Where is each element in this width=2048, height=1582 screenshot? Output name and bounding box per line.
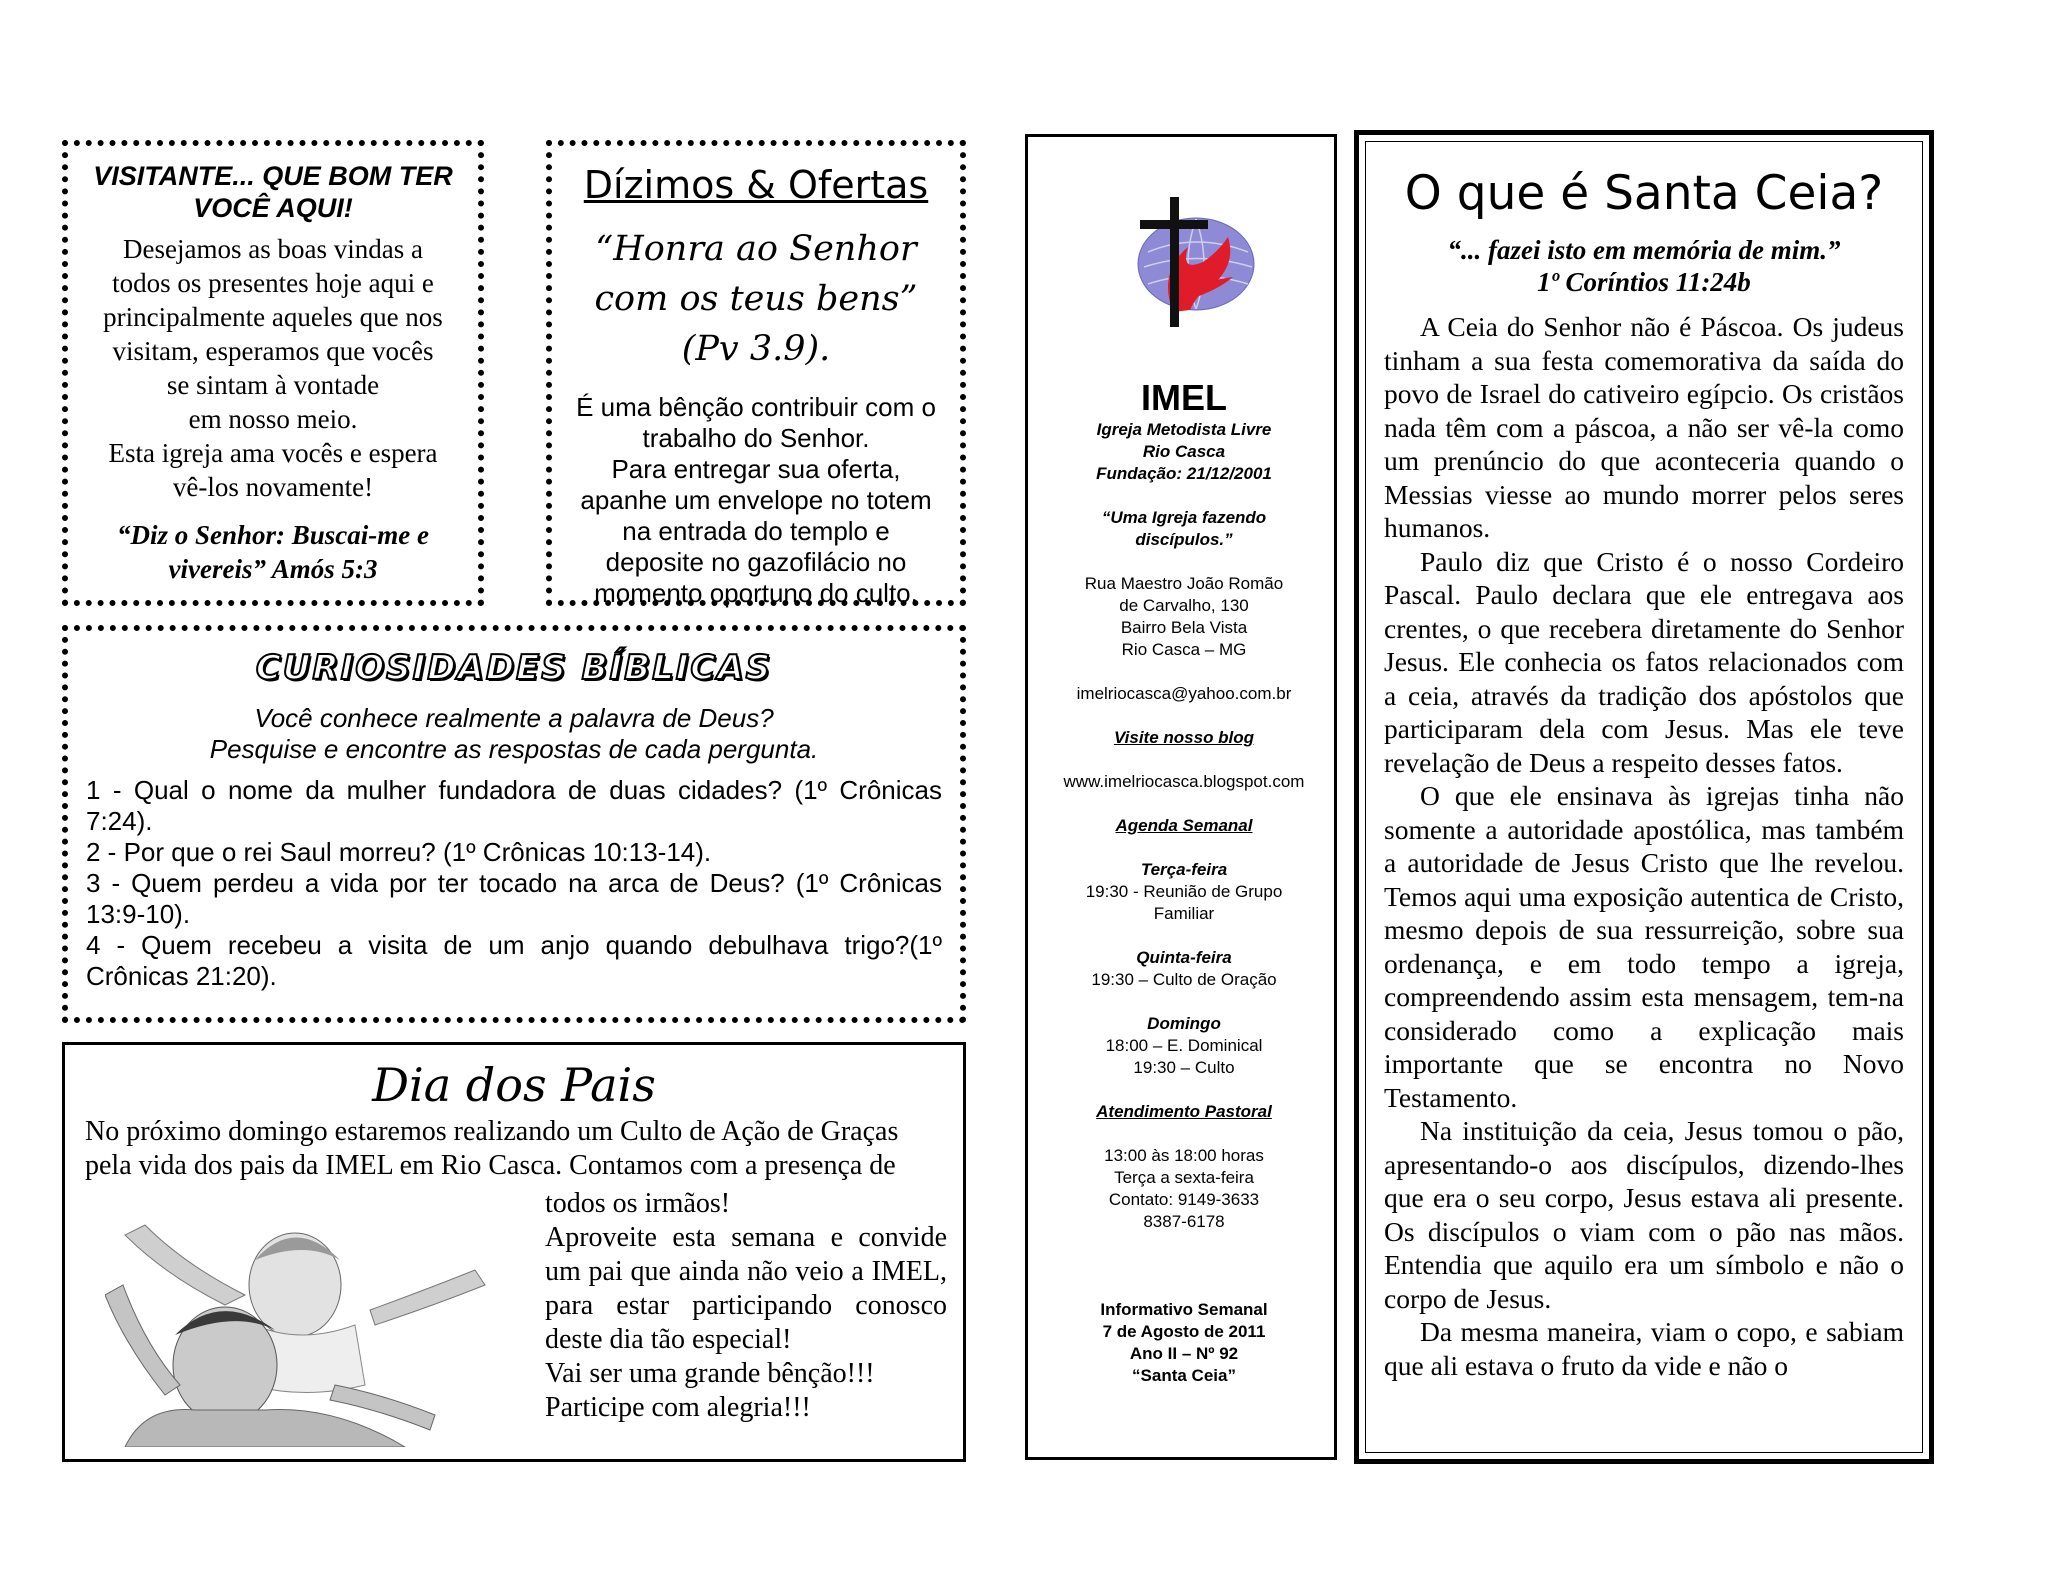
atendimento-line: 13:00 às 18:00 horas xyxy=(1104,1146,1264,1165)
visitante-title: VISITANTE... QUE BOM TER VOCÊ AQUI! xyxy=(93,161,453,223)
visitante-line: se sintam à vontade xyxy=(166,370,380,400)
church-slogan: “Uma Igreja fazendo discípulos.” xyxy=(1101,508,1267,549)
agenda-label: Agenda Semanal xyxy=(1115,816,1253,835)
church-name: IMEL xyxy=(1141,377,1227,418)
dizimos-line: trabalho do Senhor. xyxy=(642,423,870,453)
dizimos-line: É uma bênção contribuir com o xyxy=(576,392,936,422)
question-item: 3 - Quem perdeu a vida por ter tocado na arca de Deus? (1º Crônicas 13:9-10). xyxy=(86,868,942,929)
dia-pais-line: todos os irmãos! xyxy=(545,1188,731,1219)
church-info-panel xyxy=(1025,134,1337,1460)
paragraph: O que ele ensinava às igrejas tinha não somente a autoridade apostólica, mas também a autoridade de Jesus Cristo que lhe revelou. Temos aqui uma exposição autentica de Cristo, mesmo depois de sua ressurreição, sobre sua ordenança, e em todo tempo a igreja, compreendendo assim esta mensagem, tem-na considerado como a explicação mais importante que se encontra no Novo Testamento. xyxy=(1384,780,1904,1113)
atendimento-line: 8387-6178 xyxy=(1143,1212,1225,1231)
visitante-line: principalmente aqueles que nos xyxy=(103,302,443,332)
visitante-line: todos os presentes hoje aqui e xyxy=(112,268,434,298)
visitante-line: Esta igreja ama vocês e espera xyxy=(108,438,438,468)
dia-pais-box xyxy=(62,1042,966,1462)
curiosidades-box xyxy=(62,625,966,1023)
agenda-day: Quinta-feira xyxy=(1136,948,1232,967)
visitante-line: vê-los novamente! xyxy=(172,472,374,502)
santa-ceia-inner xyxy=(1365,141,1923,1453)
question-item: 4 - Quem recebeu a visita de um anjo quando debulhava trigo?(1º Crônicas 21:20). xyxy=(86,930,942,991)
dia-pais-title: Dia dos Pais xyxy=(372,1058,656,1112)
visitante-box xyxy=(62,140,484,606)
visitante-line: Desejamos as boas vindas a xyxy=(123,234,423,264)
dizimos-verse: “Honra ao Senhor com os teus bens” (Pv 3.9). xyxy=(594,229,918,369)
dizimos-box xyxy=(546,140,966,606)
curiosidades-subtitle xyxy=(86,703,942,765)
agenda-item: 19:30 – Culto de Oração xyxy=(1091,970,1277,989)
dia-pais-intro: No próximo domingo estaremos realizando um Culto de Ação de Graças pela vida dos pais da IMEL em Rio Casca. Contamos com a presença de xyxy=(85,1116,899,1181)
visitante-line: em nosso meio. xyxy=(188,404,358,434)
dia-pais-text xyxy=(545,1187,947,1425)
imel-church-logo xyxy=(1118,192,1258,332)
church-info xyxy=(1028,377,1340,1387)
curiosidades-questions xyxy=(86,775,942,992)
address-line: Rio Casca – MG xyxy=(1121,640,1247,659)
paragraph: Da mesma maneira, viam o copo, e sabiam que ali estava o fruto da vide e não o xyxy=(1384,1316,1904,1381)
dizimos-line: na entrada do templo e xyxy=(622,516,890,546)
visitante-body xyxy=(84,232,462,504)
church-email[interactable]: imelriocasca@yahoo.com.br xyxy=(1076,684,1292,703)
santa-ceia-box xyxy=(1354,130,1934,1464)
agenda-day: Terça-feira xyxy=(1140,860,1228,879)
reference-line: “... fazei isto em memória de mim.” xyxy=(1447,235,1841,265)
agenda-item: 19:30 – Culto xyxy=(1133,1058,1235,1077)
dia-pais-line: Participe com alegria!!! xyxy=(545,1392,811,1423)
blog-url[interactable]: www.imelriocasca.blogspot.com xyxy=(1063,772,1305,791)
dizimos-line: Para entregar sua oferta, xyxy=(611,454,901,484)
curiosidades-subtitle-line: Você conhece realmente a palavra de Deus? xyxy=(254,703,774,733)
dizimos-line: deposite no gazofilácio no xyxy=(605,547,907,577)
paragraph: A Ceia do Senhor não é Páscoa. Os judeus tinham a sua festa comemorativa da saída do povo de Israel do cativeiro egípcio. Os cristãos nada têm com a páscoa, a não ser vê-la como um prenúncio do que aconteceria quando o Messias viesse ao mundo morrer pelos seres humanos. xyxy=(1384,311,1904,543)
dizimos-title: Dízimos & Ofertas xyxy=(583,163,929,207)
santa-ceia-reference xyxy=(1384,234,1904,298)
informativo-line: Ano II – Nº 92 xyxy=(1129,1344,1239,1363)
curiosidades-title: CURIOSIDADES BÍBLICAS xyxy=(255,648,773,688)
church-founded: Fundação: 21/12/2001 xyxy=(1096,464,1272,483)
curiosidades-subtitle-line: Pesquise e encontre as respostas de cada pergunta. xyxy=(209,734,819,764)
agenda-item: 19:30 - Reunião de Grupo xyxy=(1085,882,1283,901)
informativo-line: 7 de Agosto de 2011 xyxy=(1102,1322,1266,1341)
santa-ceia-text xyxy=(1384,310,1904,1382)
informativo-line: “Santa Ceia” xyxy=(1132,1366,1236,1385)
agenda-item: Familiar xyxy=(1153,904,1215,923)
agenda-item: 18:00 – E. Dominical xyxy=(1105,1036,1263,1055)
visitante-quote: “Diz o Senhor: Buscai-me e vivereis” Amós 5:3 xyxy=(116,520,430,584)
father-child-photo xyxy=(105,1215,505,1447)
visitante-line: visitam, esperamos que vocês xyxy=(112,336,434,366)
agenda-day: Domingo xyxy=(1147,1014,1221,1033)
address-line: Rua Maestro João Romão xyxy=(1084,574,1284,593)
address-line: de Carvalho, 130 xyxy=(1119,596,1249,615)
informativo-line: Informativo Semanal xyxy=(1100,1300,1268,1319)
blog-label: Visite nosso blog xyxy=(1113,728,1255,747)
dia-pais-line: Aproveite esta semana e convide um pai que ainda não veio a IMEL, para estar participando conosco deste dia tão especial! xyxy=(545,1222,947,1355)
dizimos-line: apanhe um envelope no totem xyxy=(580,485,932,515)
dia-pais-line: Vai ser uma grande bênção!!! xyxy=(545,1358,875,1389)
atendimento-line: Terça a sexta-feira xyxy=(1114,1168,1254,1187)
paragraph: Paulo diz que Cristo é o nosso Cordeiro Pascal. Paulo declara que ele entregava aos crentes, o que recebera diretamente do Senhor Jesus. Ele conhecia os fatos relacionados com a ceia, através da tradição dos apóstolos que participaram dela com Jesus. Mas ele teve revelação de Deus a respeito desses fatos. xyxy=(1384,545,1904,778)
question-item: 2 - Por que o rei Saul morreu? (1º Crônicas 10:13-14). xyxy=(86,837,712,867)
church-city: Rio Casca xyxy=(1142,442,1226,461)
dizimos-line: momento oportuno do culto. xyxy=(594,578,918,608)
reference-line: 1º Coríntios 11:24b xyxy=(1537,267,1751,297)
dizimos-body xyxy=(566,392,946,609)
question-item: 1 - Qual o nome da mulher fundadora de duas cidades? (1º Crônicas 7:24). xyxy=(86,775,942,836)
atendimento-line: Contato: 9149-3633 xyxy=(1108,1190,1260,1209)
address-line: Bairro Bela Vista xyxy=(1120,618,1248,637)
santa-ceia-title: O que é Santa Ceia? xyxy=(1404,166,1884,221)
atendimento-label: Atendimento Pastoral xyxy=(1096,1102,1272,1121)
church-full-name: Igreja Metodista Livre xyxy=(1096,420,1272,439)
paragraph: Na instituição da ceia, Jesus tomou o pão, apresentando-o aos discípulos, dizendo-lhes que era o seu corpo, Jesus estava ali presente. Os discípulos o viam com o pão nas mãos. Entendia que aquilo era um símbolo e não o corpo de Jesus. xyxy=(1384,1115,1904,1314)
